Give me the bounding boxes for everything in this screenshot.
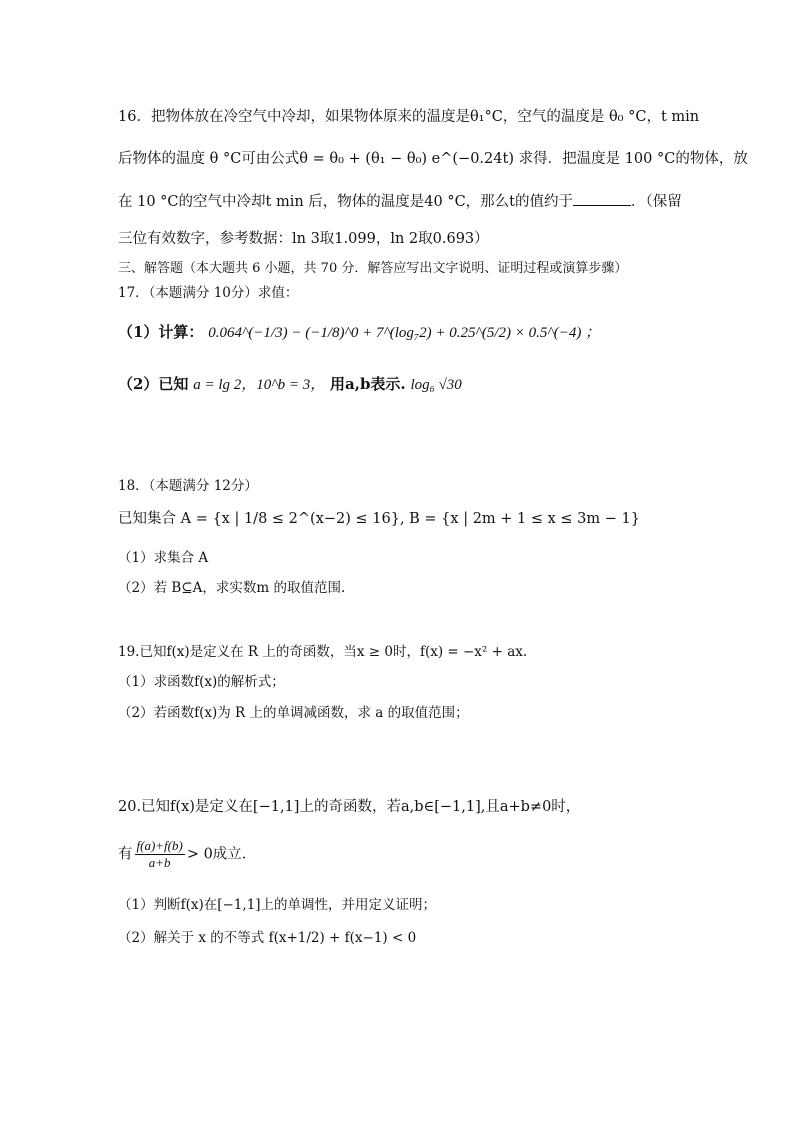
q17-part2-target: log₆ √30 [410,377,462,393]
q20-part1: （1）判断f(x)在[−1,1]上的单调性，并用定义证明； [118,897,437,913]
q16-line3 [118,191,682,212]
q16-line1: 16．把物体放在冷空气中冷却，如果物体原来的温度是θ₁°C，空气的温度是 θ₀ °C，t min [118,109,700,125]
q17-part1-label: （1）计算： [118,323,204,341]
q17-part2-expr: a = lg 2，10^b = 3， [193,377,326,393]
q20-cond-prefix: 有 [118,846,133,863]
q18-part1: （1）求集合 A [118,550,209,566]
q16-line3-text: 在 10 °C的空气中冷却t min 后，物体的温度是40 °C，那么t的值约于 [118,194,574,210]
q17-part2-label2: 用a,b表示. [330,375,406,393]
q20-part2: （2）解关于 x 的不等式 f(x+1/2) + f(x−1) < 0 [118,930,417,946]
q16-line4: 三位有效数字，参考数据：ln 3取1.099，ln 2取0.693） [118,231,489,247]
answer-blank [573,191,631,206]
q18-header: 18．（本题满分 12分） [118,478,258,494]
q20-cond-suffix: > 0成立． [186,846,257,863]
q19-header: 19.已知f(x)是定义在 R 上的奇函数，当x ≥ 0时，f(x) = −x² + ax. [118,644,528,660]
q20-fraction-denominator: a+b [148,855,171,870]
q20-fraction [135,838,185,871]
q18-sets: 已知集合 A = {x | 1/8 ≤ 2^(x−2) ≤ 16}, B = {x | 2m + 1 ≤ x ≤ 3m − 1} [118,511,640,527]
q19-part2: （2）若函数f(x)为 R 上的单调减函数，求 a 的取值范围； [118,705,469,721]
q17-part1 [118,322,600,343]
q17-part2 [118,374,462,395]
q20-condition [118,838,256,871]
q20-header: 20.已知f(x)是定义在[−1,1]上的奇函数，若a,b∈[−1,1],且a+b≠0时， [118,799,581,815]
q19-part1: （1）求函数f(x)的解析式； [118,674,285,690]
q16-line2: 后物体的温度 θ °C可由公式θ = θ₀ + (θ₁ − θ₀) e^(−0.24t) 求得．把温度是 100 °C的物体，放 [118,151,748,167]
q20-fraction-numerator: f(a)+f(b) [136,838,183,853]
q18-part2: （2）若 B⊆A，求实数m 的取值范围. [118,580,346,596]
q17-part2-label: （2）已知 [118,375,189,393]
q17-part1-expr: 0.064^(−1/3) − (−1/8)^0 + 7^(log₇2) + 0.25^(5/2) × 0.5^(−4) ； [208,325,601,341]
section-three-heading: 三、解答题（本大题共 6 小题，共 70 分．解答应写出文字说明、证明过程或演算步骤） [118,261,628,276]
q16-line3-end: ．（保留 [631,194,682,210]
q17-header: 17．（本题满分 10分）求值： [118,285,299,301]
